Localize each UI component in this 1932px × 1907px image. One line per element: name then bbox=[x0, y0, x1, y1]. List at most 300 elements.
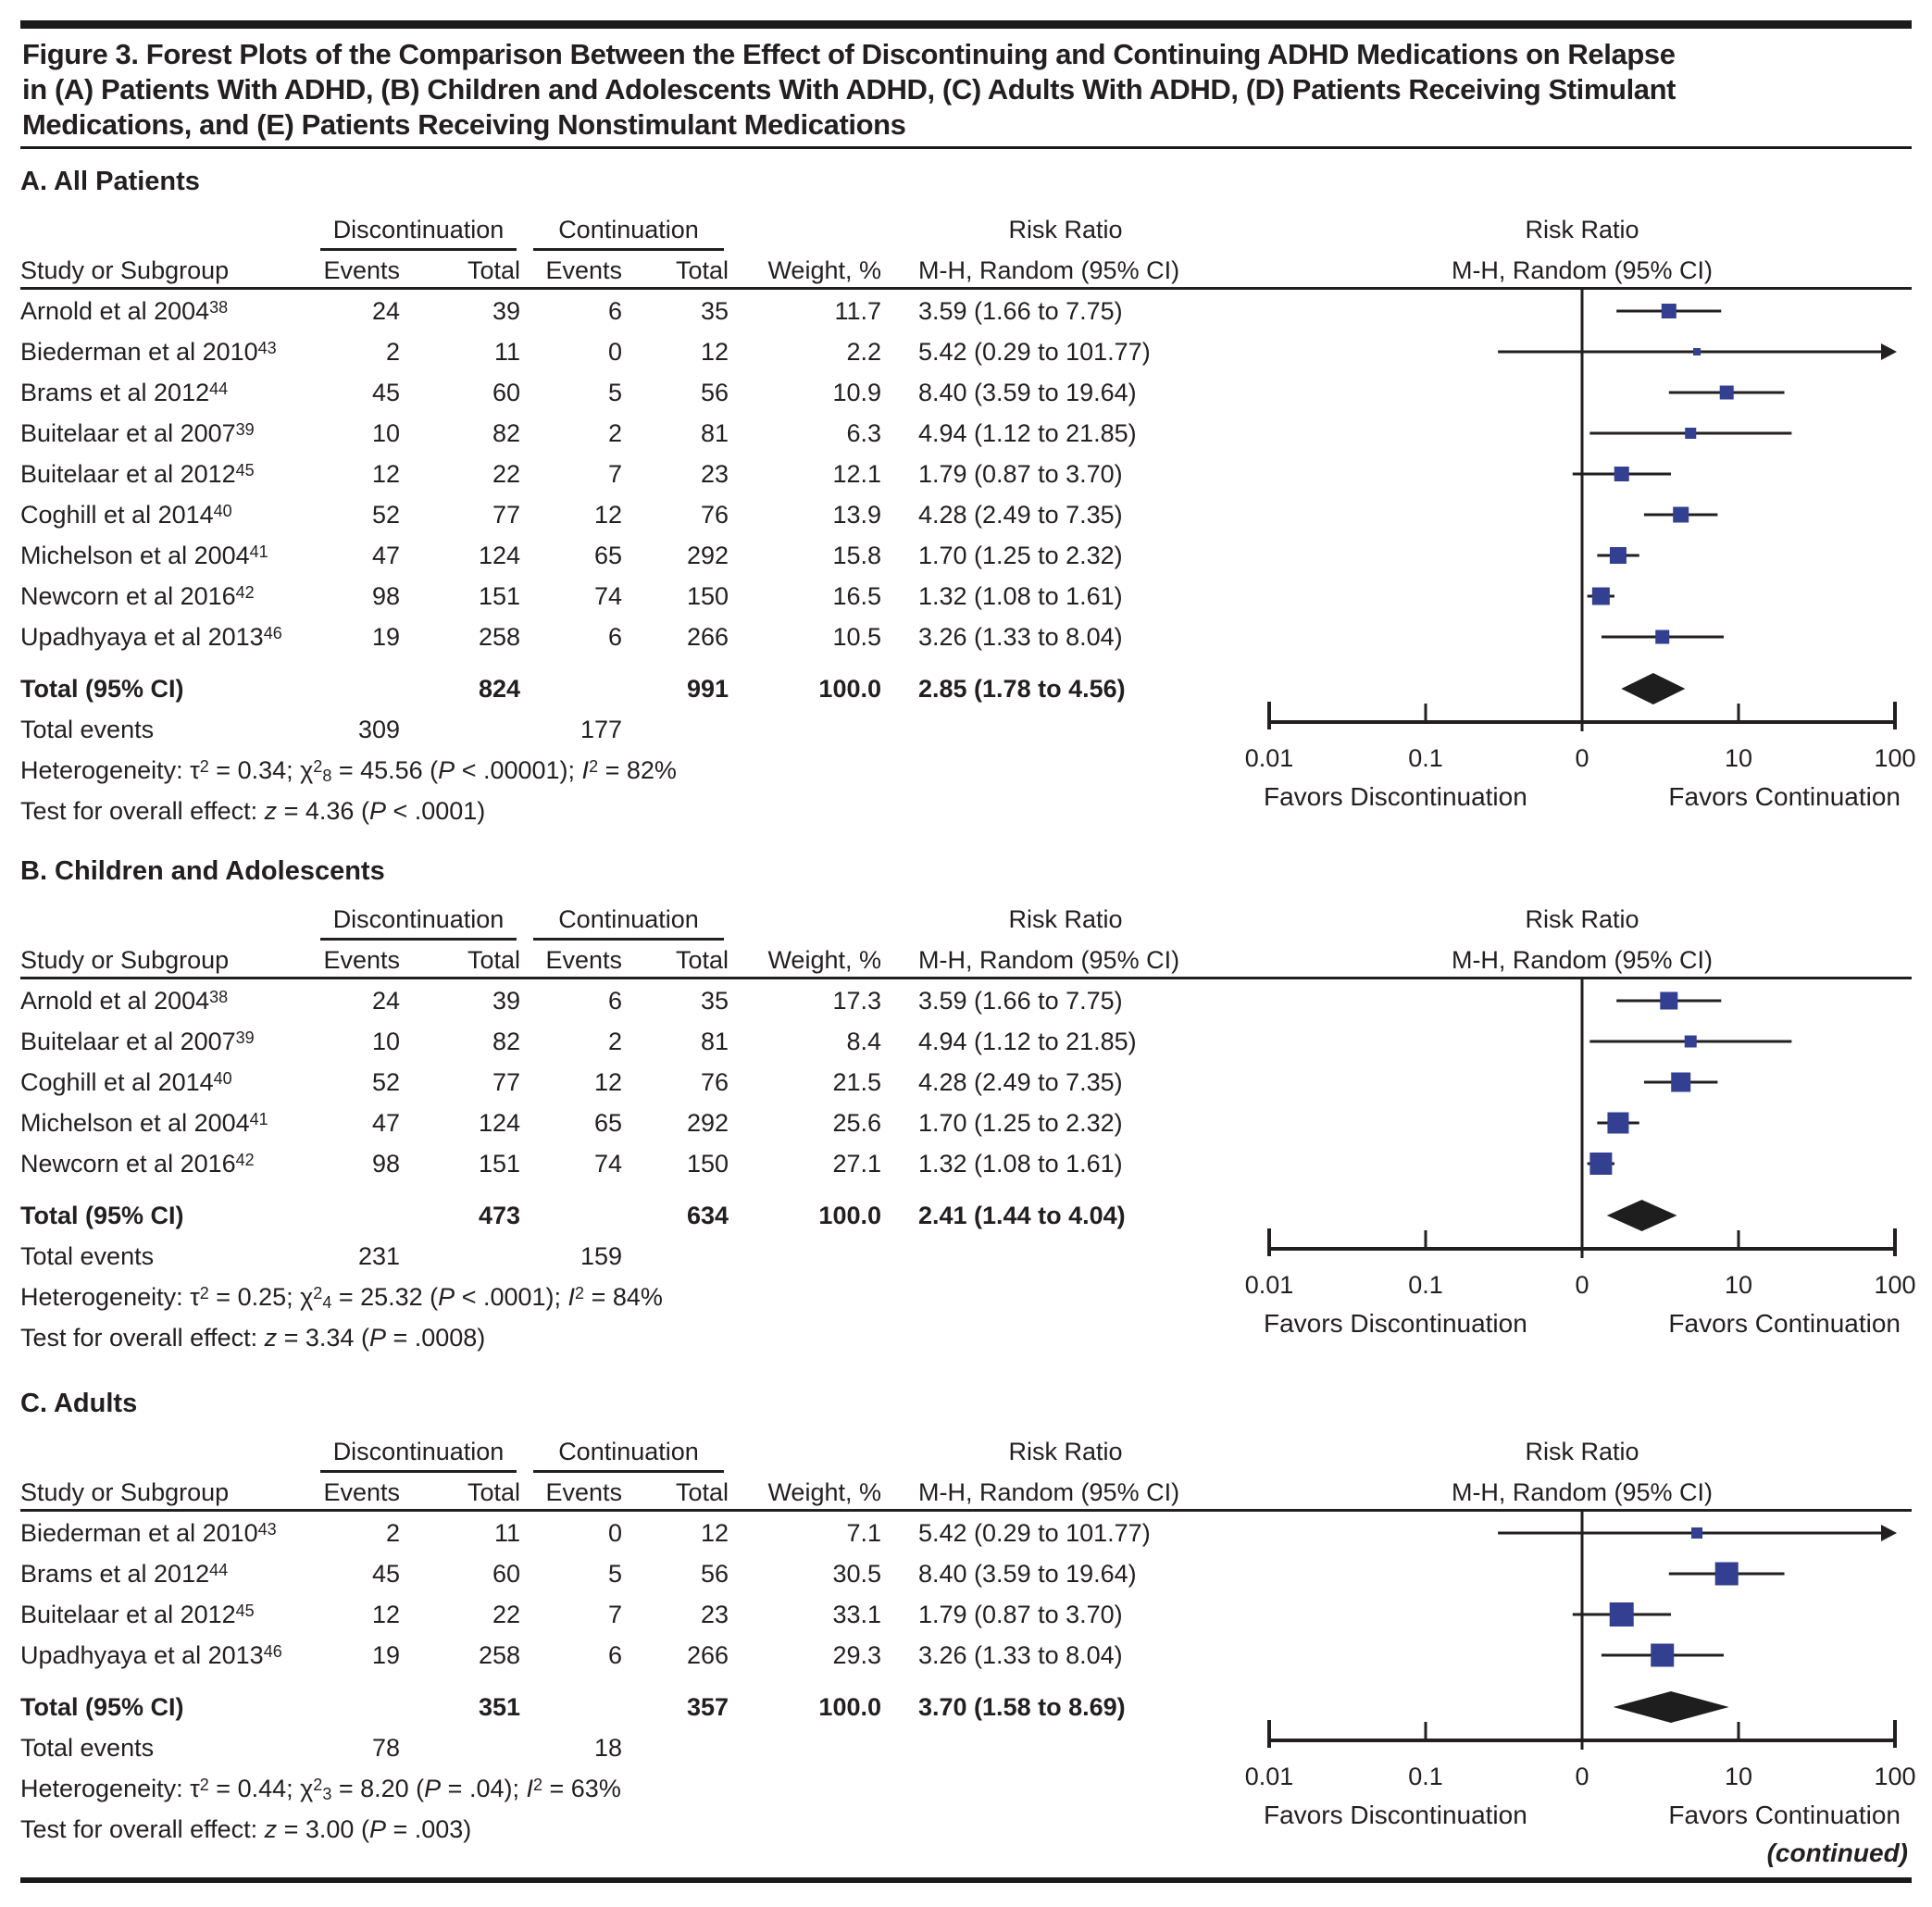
reference-superscript: 40 bbox=[213, 1069, 232, 1088]
weight-value: 21.5 bbox=[832, 1068, 881, 1096]
total-events-row bbox=[0, 1236, 1231, 1277]
total-events-row bbox=[0, 709, 1231, 750]
risk-ratio-column-header: Risk Ratio bbox=[1008, 216, 1123, 243]
group-header-discontinuation: Discontinuation bbox=[320, 1433, 517, 1473]
risk-ratio-value: 3.59 (1.66 to 7.75) bbox=[918, 297, 1123, 325]
table-row bbox=[0, 980, 1231, 1021]
study-column-header: Study or Subgroup bbox=[20, 256, 230, 284]
disc-events-value: 24 bbox=[371, 987, 400, 1015]
reference-superscript: 44 bbox=[209, 380, 229, 398]
table-row bbox=[0, 1553, 1231, 1594]
disc-total-value: 77 bbox=[492, 501, 520, 529]
study-name: Brams et al 2012$^{44}$ bbox=[20, 379, 229, 406]
panel-heading: A. All Patients bbox=[20, 167, 200, 196]
total-label: Total (95% CI) bbox=[20, 1693, 184, 1721]
cont-events-value: 6 bbox=[607, 297, 622, 325]
disc-total-value: 151 bbox=[478, 582, 520, 610]
disc-events-value: 45 bbox=[371, 1560, 400, 1588]
title-divider-rule bbox=[20, 146, 1912, 149]
risk-ratio-plot-header: Risk Ratio bbox=[1525, 216, 1639, 243]
disc-total-header: Total bbox=[467, 256, 520, 284]
risk-ratio-value: 1.79 (0.87 to 3.70) bbox=[918, 460, 1123, 488]
weight-value: 10.9 bbox=[832, 379, 881, 406]
disc-total-value: 124 bbox=[478, 1109, 520, 1137]
weight-header: Weight, % bbox=[767, 946, 881, 974]
disc-total-value: 151 bbox=[478, 1150, 520, 1178]
favors-left-label: Favors Discontinuation bbox=[1264, 782, 1527, 811]
weight-value: 33.1 bbox=[832, 1601, 881, 1628]
reference-superscript: 46 bbox=[263, 624, 282, 642]
study-name: Buitelaar et al 2007$^{39}$ bbox=[20, 1028, 255, 1055]
disc-events-header: Events bbox=[323, 1478, 400, 1506]
disc-events-value: 47 bbox=[371, 1109, 400, 1137]
forest-plot bbox=[1231, 1389, 1923, 1907]
disc-events-value: 47 bbox=[371, 542, 400, 569]
risk-ratio-value: 4.94 (1.12 to 21.85) bbox=[918, 419, 1137, 447]
mh-random-plot-header: M-H, Random (95% CI) bbox=[1451, 946, 1714, 974]
cont-events-value: 7 bbox=[607, 460, 622, 488]
cont-events-value: 74 bbox=[593, 1150, 622, 1178]
total-events-disc: 309 bbox=[357, 716, 400, 743]
disc-events-value: 98 bbox=[371, 582, 400, 610]
risk-ratio-value: 5.42 (0.29 to 101.77) bbox=[918, 1519, 1151, 1547]
effect-marker bbox=[1660, 992, 1677, 1010]
axis-tick-label: 0 bbox=[1575, 1763, 1589, 1790]
cont-total-value: 56 bbox=[700, 379, 729, 406]
total-weight: 100.0 bbox=[818, 1693, 881, 1721]
effect-marker bbox=[1662, 304, 1676, 318]
favors-right-label: Favors Continuation bbox=[1668, 1801, 1901, 1829]
cont-events-header: Events bbox=[545, 946, 622, 974]
overall-effect-row bbox=[0, 1317, 1231, 1358]
forest-plot bbox=[1231, 167, 1923, 856]
axis-tick-label: 10 bbox=[1724, 744, 1753, 772]
disc-events-value: 12 bbox=[371, 460, 400, 488]
cont-total-value: 266 bbox=[686, 623, 729, 651]
weight-value: 13.9 bbox=[832, 501, 881, 529]
table-row bbox=[0, 372, 1231, 413]
effect-marker bbox=[1673, 507, 1689, 523]
risk-ratio-value: 1.79 (0.87 to 3.70) bbox=[918, 1601, 1123, 1628]
disc-events-value: 52 bbox=[371, 501, 400, 529]
mh-random-plot-header: M-H, Random (95% CI) bbox=[1451, 1478, 1714, 1506]
heterogeneity-row bbox=[0, 1768, 1231, 1809]
reference-superscript: 43 bbox=[257, 1520, 277, 1539]
study-name: Coghill et al 2014$^{40}$ bbox=[20, 1068, 232, 1096]
effect-marker bbox=[1607, 1113, 1628, 1134]
reference-superscript: 39 bbox=[235, 1028, 255, 1047]
reference-superscript: 43 bbox=[257, 339, 277, 357]
ci-arrow-right bbox=[1881, 1525, 1897, 1541]
total-events-label: Total events bbox=[20, 1734, 155, 1762]
overall-effect-text: Test for overall effect: z = 3.00 (P = .003) bbox=[20, 1815, 472, 1843]
overall-effect-text: Test for overall effect: z = 3.34 (P = .0008) bbox=[20, 1324, 486, 1352]
table-row bbox=[0, 1021, 1231, 1062]
weight-header: Weight, % bbox=[767, 1478, 881, 1506]
total-disc-total: 351 bbox=[478, 1693, 520, 1721]
disc-total-value: 11 bbox=[493, 1519, 520, 1547]
group-header-continuation: Continuation bbox=[533, 901, 724, 941]
cont-events-value: 5 bbox=[607, 379, 622, 406]
reference-superscript: 46 bbox=[263, 1642, 282, 1661]
total-risk-ratio: 2.85 (1.78 to 4.56) bbox=[918, 675, 1126, 703]
panel-heading: C. Adults bbox=[20, 1389, 138, 1418]
axis-tick-label: 0.01 bbox=[1244, 744, 1294, 772]
disc-total-header: Total bbox=[467, 946, 520, 974]
risk-ratio-value: 3.26 (1.33 to 8.04) bbox=[918, 1641, 1123, 1669]
figure-title-line-1: Figure 3. Forest Plots of the Comparison Between the Effect of Discontinuing and Continuing ADHD Medications on Relapse bbox=[22, 38, 1676, 70]
disc-events-value: 98 bbox=[371, 1150, 400, 1178]
cont-events-value: 65 bbox=[593, 1109, 622, 1137]
disc-total-value: 258 bbox=[478, 1641, 520, 1669]
effect-marker bbox=[1651, 1644, 1674, 1667]
heterogeneity-text: Heterogeneity: $\tau^2 = 0.44$; $\chi^2_3 = 8.20$ (P = .04); $I^2 = 63\%$ bbox=[20, 1775, 621, 1803]
disc-events-value: 12 bbox=[371, 1601, 400, 1628]
cont-events-value: 2 bbox=[607, 419, 622, 447]
total-diamond bbox=[1614, 1691, 1729, 1723]
table-row bbox=[0, 535, 1231, 576]
risk-ratio-value: 3.59 (1.66 to 7.75) bbox=[918, 987, 1123, 1015]
weight-value: 16.5 bbox=[832, 582, 881, 610]
total-label: Total (95% CI) bbox=[20, 675, 184, 703]
risk-ratio-value: 8.40 (3.59 to 19.64) bbox=[918, 379, 1137, 406]
disc-events-value: 2 bbox=[385, 338, 400, 366]
disc-total-header: Total bbox=[467, 1478, 520, 1506]
cont-events-value: 6 bbox=[607, 987, 622, 1015]
disc-total-value: 39 bbox=[492, 297, 520, 325]
total-row bbox=[0, 1687, 1231, 1727]
favors-left-label: Favors Discontinuation bbox=[1264, 1801, 1527, 1829]
risk-ratio-plot-header: Risk Ratio bbox=[1525, 905, 1639, 933]
cont-total-value: 76 bbox=[700, 1068, 729, 1096]
mh-random-header: M-H, Random (95% CI) bbox=[918, 946, 1180, 974]
total-cont-total: 991 bbox=[686, 675, 729, 703]
heterogeneity-row bbox=[0, 750, 1231, 791]
total-cont-total: 634 bbox=[686, 1202, 729, 1229]
top-rule-bar bbox=[20, 20, 1912, 29]
total-events-disc: 78 bbox=[371, 1734, 400, 1762]
disc-total-value: 22 bbox=[492, 1601, 520, 1628]
disc-total-value: 60 bbox=[492, 379, 520, 406]
total-events-cont: 159 bbox=[580, 1242, 622, 1270]
disc-events-value: 10 bbox=[371, 419, 400, 447]
favors-right-label: Favors Continuation bbox=[1668, 782, 1901, 811]
weight-value: 8.4 bbox=[846, 1028, 881, 1055]
heterogeneity-row bbox=[0, 1277, 1231, 1317]
study-name: Michelson et al 2004$^{41}$ bbox=[20, 542, 268, 569]
weight-value: 7.1 bbox=[846, 1519, 881, 1547]
weight-header: Weight, % bbox=[767, 256, 881, 284]
total-events-cont: 18 bbox=[593, 1734, 622, 1762]
axis-tick-label: 0.1 bbox=[1408, 744, 1443, 772]
figure-title-line-3: Medications, and (E) Patients Receiving Nonstimulant Medications bbox=[22, 108, 906, 141]
disc-events-value: 45 bbox=[371, 379, 400, 406]
risk-ratio-plot-header: Risk Ratio bbox=[1525, 1438, 1639, 1465]
forest-panel-C bbox=[0, 1389, 1932, 1907]
study-column-header: Study or Subgroup bbox=[20, 1478, 230, 1506]
risk-ratio-value: 1.32 (1.08 to 1.61) bbox=[918, 582, 1123, 610]
total-label: Total (95% CI) bbox=[20, 1202, 184, 1229]
total-row bbox=[0, 668, 1231, 709]
study-name: Coghill et al 2014$^{40}$ bbox=[20, 501, 232, 529]
axis-tick-label: 0.01 bbox=[1244, 1271, 1294, 1299]
reference-superscript: 41 bbox=[249, 1110, 268, 1128]
risk-ratio-value: 4.28 (2.49 to 7.35) bbox=[918, 1068, 1123, 1096]
axis-tick-label: 100 bbox=[1874, 744, 1916, 772]
total-events-disc: 231 bbox=[357, 1242, 400, 1270]
disc-events-value: 19 bbox=[371, 623, 400, 651]
weight-value: 6.3 bbox=[846, 419, 881, 447]
group-header-discontinuation: Discontinuation bbox=[320, 211, 517, 251]
axis-tick-label: 100 bbox=[1874, 1763, 1916, 1790]
reference-superscript: 42 bbox=[235, 1151, 255, 1169]
bottom-rule-bar bbox=[20, 1877, 1912, 1883]
reference-superscript: 38 bbox=[209, 298, 229, 317]
cont-total-value: 150 bbox=[686, 582, 729, 610]
study-name: Buitelaar et al 2012$^{45}$ bbox=[20, 1601, 255, 1628]
study-name: Newcorn et al 2016$^{42}$ bbox=[20, 1150, 255, 1178]
total-events-cont: 177 bbox=[580, 716, 622, 743]
cont-total-value: 266 bbox=[686, 1641, 729, 1669]
total-weight: 100.0 bbox=[818, 1202, 881, 1229]
cont-events-value: 12 bbox=[593, 1068, 622, 1096]
study-name: Newcorn et al 2016$^{42}$ bbox=[20, 582, 255, 610]
favors-left-label: Favors Discontinuation bbox=[1264, 1309, 1527, 1338]
study-name: Arnold et al 2004$^{38}$ bbox=[20, 987, 229, 1015]
continued-note: (continued) bbox=[1766, 1838, 1908, 1867]
cont-events-value: 7 bbox=[607, 1601, 622, 1628]
mh-random-plot-header: M-H, Random (95% CI) bbox=[1451, 256, 1714, 284]
effect-marker bbox=[1691, 1527, 1702, 1539]
disc-events-value: 10 bbox=[371, 1028, 400, 1055]
weight-value: 25.6 bbox=[832, 1109, 881, 1137]
effect-marker bbox=[1685, 1036, 1697, 1048]
study-name: Biederman et al 2010$^{43}$ bbox=[20, 338, 277, 366]
total-events-label: Total events bbox=[20, 1242, 155, 1270]
risk-ratio-value: 3.26 (1.33 to 8.04) bbox=[918, 623, 1123, 651]
cont-total-value: 23 bbox=[700, 1601, 729, 1628]
cont-events-header: Events bbox=[545, 1478, 622, 1506]
total-weight: 100.0 bbox=[818, 675, 881, 703]
table-row bbox=[0, 494, 1231, 535]
weight-value: 11.7 bbox=[834, 297, 881, 325]
cont-total-value: 150 bbox=[686, 1150, 729, 1178]
disc-events-value: 2 bbox=[385, 1519, 400, 1547]
study-column-header: Study or Subgroup bbox=[20, 946, 230, 974]
effect-marker bbox=[1614, 467, 1629, 481]
weight-value: 2.2 bbox=[846, 338, 881, 366]
total-row bbox=[0, 1195, 1231, 1236]
table-row bbox=[0, 413, 1231, 454]
total-risk-ratio: 2.41 (1.44 to 4.04) bbox=[918, 1202, 1126, 1229]
risk-ratio-value: 4.94 (1.12 to 21.85) bbox=[918, 1028, 1137, 1055]
effect-marker bbox=[1693, 348, 1701, 355]
cont-events-header: Events bbox=[545, 256, 622, 284]
favors-right-label: Favors Continuation bbox=[1668, 1309, 1901, 1338]
disc-total-value: 258 bbox=[478, 623, 520, 651]
cont-total-header: Total bbox=[675, 946, 729, 974]
study-name: Upadhyaya et al 2013$^{46}$ bbox=[20, 623, 282, 651]
effect-marker bbox=[1589, 1153, 1612, 1175]
total-events-row bbox=[0, 1727, 1231, 1768]
risk-ratio-value: 1.70 (1.25 to 2.32) bbox=[918, 1109, 1123, 1137]
mh-random-header: M-H, Random (95% CI) bbox=[918, 256, 1180, 284]
study-name: Buitelaar et al 2012$^{45}$ bbox=[20, 460, 255, 488]
effect-marker bbox=[1720, 386, 1734, 400]
weight-value: 27.1 bbox=[832, 1150, 881, 1178]
mh-random-header: M-H, Random (95% CI) bbox=[918, 1478, 1180, 1506]
table-row bbox=[0, 1103, 1231, 1143]
axis-tick-label: 0 bbox=[1575, 1271, 1589, 1299]
cont-total-value: 35 bbox=[700, 987, 729, 1015]
cont-total-header: Total bbox=[675, 1478, 729, 1506]
risk-ratio-value: 4.28 (2.49 to 7.35) bbox=[918, 501, 1123, 529]
weight-value: 10.5 bbox=[832, 623, 881, 651]
effect-marker bbox=[1655, 630, 1669, 644]
total-diamond bbox=[1607, 1200, 1677, 1231]
effect-marker bbox=[1671, 1073, 1690, 1092]
study-name: Brams et al 2012$^{44}$ bbox=[20, 1560, 229, 1588]
cont-events-value: 0 bbox=[607, 338, 622, 366]
disc-events-header: Events bbox=[323, 946, 400, 974]
heterogeneity-text: Heterogeneity: $\tau^2 = 0.25$; $\chi^2_4 = 25.32$ (P < .0001); $I^2 = 84\%$ bbox=[20, 1283, 663, 1312]
study-name: Biederman et al 2010$^{43}$ bbox=[20, 1519, 277, 1547]
forest-panel-A bbox=[0, 167, 1932, 856]
reference-superscript: 42 bbox=[235, 583, 255, 602]
disc-events-header: Events bbox=[323, 256, 400, 284]
axis-tick-label: 100 bbox=[1874, 1271, 1916, 1299]
reference-superscript: 45 bbox=[235, 461, 255, 480]
weight-value: 12.1 bbox=[832, 460, 881, 488]
overall-effect-row bbox=[0, 791, 1231, 831]
table-row bbox=[0, 331, 1231, 372]
reference-superscript: 38 bbox=[209, 988, 229, 1006]
total-cont-total: 357 bbox=[686, 1693, 729, 1721]
axis-tick-label: 10 bbox=[1724, 1271, 1753, 1299]
cont-total-value: 76 bbox=[700, 501, 729, 529]
cont-total-value: 12 bbox=[700, 338, 729, 366]
disc-total-value: 82 bbox=[492, 419, 520, 447]
total-events-label: Total events bbox=[20, 716, 155, 743]
heterogeneity-text: Heterogeneity: $\tau^2 = 0.34$; $\chi^2_8 = 45.56$ (P < .00001); $I^2 = 82\%$ bbox=[20, 756, 677, 785]
risk-ratio-column-header: Risk Ratio bbox=[1008, 1438, 1123, 1465]
table-row bbox=[0, 1594, 1231, 1635]
cont-total-value: 292 bbox=[686, 542, 729, 569]
axis-tick-label: 0.1 bbox=[1408, 1763, 1443, 1790]
cont-total-value: 81 bbox=[700, 419, 729, 447]
reference-superscript: 45 bbox=[235, 1602, 255, 1620]
total-disc-total: 824 bbox=[478, 675, 520, 703]
group-header-continuation: Continuation bbox=[533, 1433, 724, 1473]
overall-effect-text: Test for overall effect: z = 4.36 (P < .0001) bbox=[20, 797, 486, 825]
study-name: Buitelaar et al 2007$^{39}$ bbox=[20, 419, 255, 447]
cont-total-value: 12 bbox=[700, 1519, 729, 1547]
risk-ratio-value: 1.70 (1.25 to 2.32) bbox=[918, 542, 1123, 569]
study-name: Arnold et al 2004$^{38}$ bbox=[20, 297, 229, 325]
disc-total-value: 11 bbox=[493, 338, 520, 366]
risk-ratio-column-header: Risk Ratio bbox=[1008, 905, 1123, 933]
cont-events-value: 12 bbox=[593, 501, 622, 529]
overall-effect-row bbox=[0, 1809, 1231, 1850]
effect-marker bbox=[1610, 1602, 1634, 1627]
effect-marker bbox=[1592, 588, 1610, 605]
cont-total-header: Total bbox=[675, 256, 729, 284]
table-row bbox=[0, 1062, 1231, 1103]
total-diamond bbox=[1621, 673, 1685, 704]
axis-tick-label: 0 bbox=[1575, 744, 1589, 772]
risk-ratio-value: 1.32 (1.08 to 1.61) bbox=[918, 1150, 1123, 1178]
risk-ratio-value: 8.40 (3.59 to 19.64) bbox=[918, 1560, 1137, 1588]
forest-panel-B bbox=[0, 856, 1932, 1389]
weight-value: 29.3 bbox=[832, 1641, 881, 1669]
cont-events-value: 6 bbox=[607, 1641, 622, 1669]
axis-tick-label: 0.1 bbox=[1408, 1271, 1443, 1299]
disc-total-value: 39 bbox=[492, 987, 520, 1015]
figure-title-line-2: in (A) Patients With ADHD, (B) Children and Adolescents With ADHD, (C) Adults With ADHD, (D) Patients Receiving Stimulant bbox=[22, 73, 1676, 106]
table-row bbox=[0, 576, 1231, 617]
total-risk-ratio: 3.70 (1.58 to 8.69) bbox=[918, 1693, 1126, 1721]
cont-events-value: 0 bbox=[607, 1519, 622, 1547]
cont-events-value: 2 bbox=[607, 1028, 622, 1055]
axis-tick-label: 0.01 bbox=[1244, 1763, 1294, 1790]
reference-superscript: 41 bbox=[249, 542, 268, 561]
weight-value: 30.5 bbox=[832, 1560, 881, 1588]
weight-value: 17.3 bbox=[832, 987, 881, 1015]
disc-total-value: 60 bbox=[492, 1560, 520, 1588]
table-row bbox=[0, 454, 1231, 494]
reference-superscript: 44 bbox=[209, 1561, 229, 1579]
reference-superscript: 40 bbox=[213, 502, 232, 520]
effect-marker bbox=[1715, 1563, 1739, 1586]
disc-total-value: 82 bbox=[492, 1028, 520, 1055]
study-name: Upadhyaya et al 2013$^{46}$ bbox=[20, 1641, 282, 1669]
cont-events-value: 65 bbox=[593, 542, 622, 569]
cont-total-value: 56 bbox=[700, 1560, 729, 1588]
cont-events-value: 74 bbox=[593, 582, 622, 610]
group-header-discontinuation: Discontinuation bbox=[320, 901, 517, 941]
cont-total-value: 23 bbox=[700, 460, 729, 488]
table-row bbox=[0, 1513, 1231, 1553]
effect-marker bbox=[1685, 428, 1696, 439]
axis-tick-label: 10 bbox=[1724, 1763, 1753, 1790]
table-row bbox=[0, 617, 1231, 657]
table-row bbox=[0, 1635, 1231, 1676]
group-header-continuation: Continuation bbox=[533, 211, 724, 251]
disc-events-value: 52 bbox=[371, 1068, 400, 1096]
disc-total-value: 124 bbox=[478, 542, 520, 569]
table-row bbox=[0, 1143, 1231, 1184]
ci-arrow-right bbox=[1881, 343, 1897, 360]
total-disc-total: 473 bbox=[478, 1202, 520, 1229]
cont-total-value: 292 bbox=[686, 1109, 729, 1137]
table-row bbox=[0, 291, 1231, 331]
cont-total-value: 35 bbox=[700, 297, 729, 325]
panel-heading: B. Children and Adolescents bbox=[20, 856, 385, 886]
reference-superscript: 39 bbox=[235, 420, 255, 439]
cont-total-value: 81 bbox=[700, 1028, 729, 1055]
cont-events-value: 5 bbox=[607, 1560, 622, 1588]
disc-events-value: 19 bbox=[371, 1641, 400, 1669]
disc-events-value: 24 bbox=[371, 297, 400, 325]
cont-events-value: 6 bbox=[607, 623, 622, 651]
effect-marker bbox=[1610, 547, 1627, 564]
disc-total-value: 77 bbox=[492, 1068, 520, 1096]
risk-ratio-value: 5.42 (0.29 to 101.77) bbox=[918, 338, 1151, 366]
weight-value: 15.8 bbox=[832, 542, 881, 569]
disc-total-value: 22 bbox=[492, 460, 520, 488]
forest-plot bbox=[1231, 856, 1923, 1389]
study-name: Michelson et al 2004$^{41}$ bbox=[20, 1109, 268, 1137]
